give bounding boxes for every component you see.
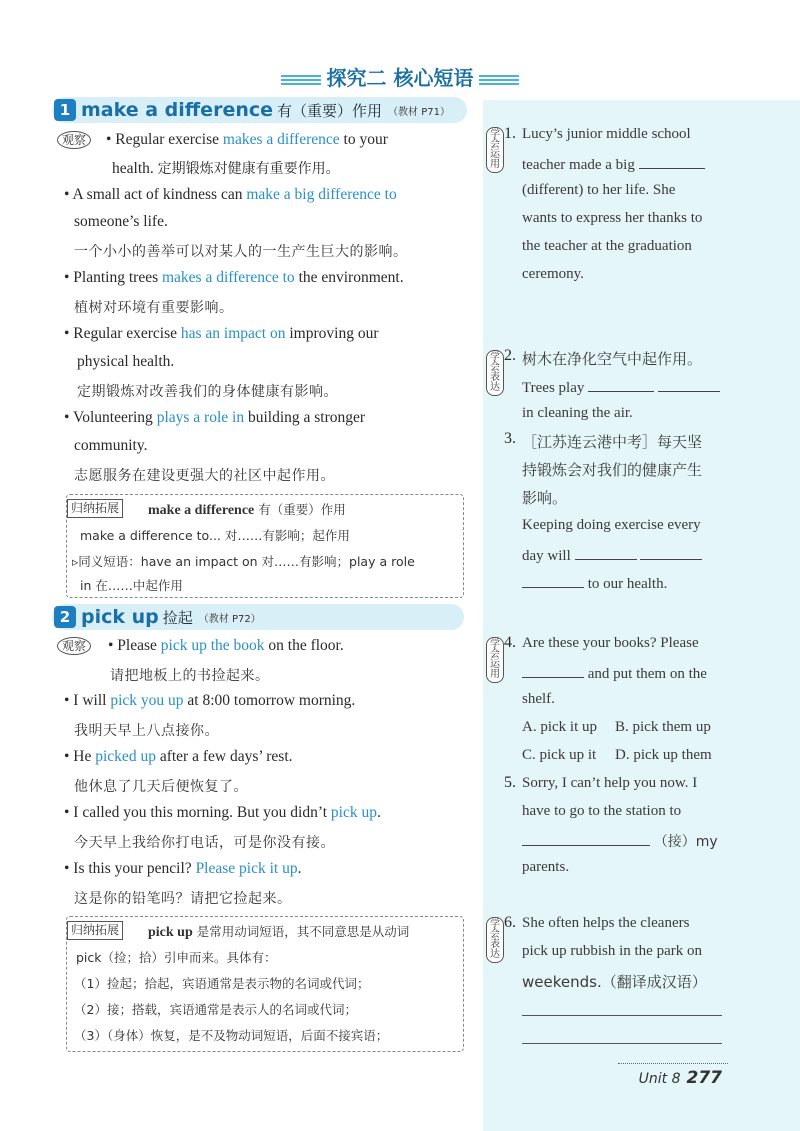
question-text: 树木在净化空气中起作用。	[522, 350, 703, 368]
question-text: shelf.	[522, 691, 555, 707]
example-sentence: • Volunteering plays a role in building a stronger	[64, 409, 366, 426]
example-sentence: • I will pick you up at 8:00 tomorrow morning.	[64, 692, 356, 709]
question-text: parents.	[522, 859, 570, 875]
section-2-header	[52, 604, 464, 630]
example-translation: 今天早上我给你打电话，可是你没有接。	[74, 835, 335, 851]
question-text: Trees play	[522, 377, 720, 397]
summary-line: ▹同义短语：have an impact on 对……有影响；play a role	[72, 554, 415, 569]
page-title	[0, 62, 800, 91]
example-sentence-cont: physical health.	[77, 353, 175, 370]
question-number: 2.	[504, 347, 516, 364]
footer-divider	[618, 1063, 728, 1064]
section-2-textbook-ref: （教材 P72）	[198, 613, 261, 625]
option-c[interactable]: C. pick up it	[522, 747, 597, 763]
answer-blank[interactable]	[639, 154, 705, 169]
question-text: 影响。	[522, 489, 568, 507]
example-sentence-cont: health. 定期锻炼对健康有重要作用。	[112, 160, 340, 177]
question-number: 3.	[504, 430, 516, 447]
answer-line[interactable]	[522, 1043, 722, 1044]
example-sentence-cont: community.	[74, 437, 148, 454]
question-text: Keeping doing exercise every	[522, 517, 701, 533]
question-text: have to go to the station to	[522, 803, 682, 819]
tag-learn-to-express: 学会表达	[486, 917, 504, 963]
page-title-text: 探究二 核心短语	[326, 66, 474, 90]
summary-line: （2）接；搭载，宾语通常是表示人的名词或代词；	[74, 1002, 357, 1017]
observe-badge: 观察	[57, 637, 91, 655]
question-text: the teacher at the graduation	[522, 238, 692, 254]
example-sentence-cont: someone’s life.	[74, 213, 168, 230]
question-number: 1.	[504, 125, 516, 142]
summary-line: （1）捡起；拾起，宾语通常是表示物的名词或代词；	[74, 976, 370, 991]
summary-line: pick（捡；拾）引申而来。具体有：	[76, 950, 277, 965]
question-number: 6.	[504, 914, 516, 931]
example-sentence: • Regular exercise has an impact on improving our	[64, 325, 379, 342]
option-b[interactable]: B. pick them up	[615, 719, 711, 735]
section-2-phrase: pick up	[81, 606, 159, 628]
question-text: to our health.	[522, 573, 667, 593]
example-sentence: • Regular exercise makes a difference to your	[106, 131, 388, 148]
question-text: Lucy’s junior middle school	[522, 126, 691, 142]
title-decoration-left	[281, 75, 321, 85]
question-text: ［江苏连云港中考］每天坚	[522, 433, 703, 451]
question-text: Sorry, I can’t help you now. I	[522, 775, 698, 791]
example-sentence: • He picked up after a few days’ rest.	[64, 748, 293, 765]
question-number: 5.	[504, 774, 516, 791]
question-text: wants to express her thanks to	[522, 210, 703, 226]
answer-blank[interactable]	[522, 831, 650, 846]
question-text: in cleaning the air.	[522, 405, 633, 421]
answer-blank[interactable]	[522, 663, 584, 678]
tag-learn-to-use: 学会运用	[486, 637, 504, 683]
answer-blank[interactable]	[575, 545, 637, 560]
answer-blank[interactable]	[640, 545, 702, 560]
observe-badge: 观察	[57, 131, 91, 149]
section-1-textbook-ref: （教材 P71）	[388, 106, 450, 118]
answer-blank[interactable]	[658, 377, 720, 392]
section-2-number: 2	[54, 606, 76, 628]
answer-line[interactable]	[522, 1015, 722, 1016]
question-text: (different) to her life. She	[522, 182, 676, 198]
tag-learn-to-use: 学会运用	[486, 127, 504, 173]
summary-label: 归纳拓展	[67, 499, 123, 518]
example-translation: 定期锻炼对改善我们的身体健康有影响。	[77, 384, 338, 400]
question-text: day will	[522, 545, 702, 565]
example-translation: 他休息了几天后便恢复了。	[74, 779, 248, 795]
section-1-phrase: make a difference	[81, 99, 274, 121]
summary-line: in 在……中起作用	[80, 578, 183, 593]
section-1-number: 1	[54, 99, 76, 121]
question-text: teacher made a big	[522, 154, 705, 174]
footer-unit: Unit 8	[638, 1071, 681, 1087]
example-translation: 我明天早上八点接你。	[74, 723, 219, 739]
question-text: She often helps the cleaners	[522, 915, 690, 931]
summary-line: make a difference to... 对……有影响；起作用	[80, 528, 350, 543]
title-decoration-right	[479, 75, 519, 85]
summary-heading: pick up 是常用动词短语，其不同意思是从动词	[148, 924, 410, 940]
summary-label: 归纳拓展	[67, 921, 123, 940]
question-text: weekends.（翻译成汉语）	[522, 973, 707, 991]
example-sentence: • I called you this morning. But you didn’t pick up.	[64, 804, 381, 821]
page-footer	[639, 1068, 722, 1088]
example-translation: 志愿服务在建设更强大的社区中起作用。	[74, 468, 335, 484]
summary-heading: make a difference 有（重要）作用	[148, 502, 346, 518]
section-1-header	[52, 97, 467, 123]
question-text: ceremony.	[522, 266, 584, 282]
example-sentence: • A small act of kindness can make a big difference to	[64, 186, 397, 203]
example-translation: 请把地板上的书捡起来。	[110, 668, 270, 684]
section-2-meaning: 捡起	[162, 608, 193, 627]
example-sentence: • Please pick up the book on the floor.	[108, 637, 344, 654]
example-sentence: • Planting trees makes a difference to the environment.	[64, 269, 404, 286]
question-text: （接）my	[522, 831, 718, 851]
question-text: Are these your books? Please	[522, 635, 699, 651]
section-1-meaning: 有（重要）作用	[277, 101, 383, 120]
option-a[interactable]: A. pick it up	[522, 719, 597, 735]
example-sentence: • Is this your pencil? Please pick it up.	[64, 860, 302, 877]
page-number: 277	[686, 1068, 722, 1088]
question-text: pick up rubbish in the park on	[522, 943, 702, 959]
answer-blank[interactable]	[588, 377, 654, 392]
answer-blank[interactable]	[522, 573, 584, 588]
example-translation: 植树对环境有重要影响。	[74, 300, 234, 316]
tag-learn-to-express: 学会表达	[486, 350, 504, 396]
example-translation: 这是你的铅笔吗？请把它捡起来。	[74, 891, 292, 907]
question-text: and put them on the	[522, 663, 707, 683]
option-d[interactable]: D. pick up them	[615, 747, 712, 763]
summary-line: （3）（身体）恢复，是不及物动词短语，后面不接宾语；	[74, 1028, 389, 1043]
question-number: 4.	[504, 634, 516, 651]
example-translation: 一个小小的善举可以对某人的一生产生巨大的影响。	[74, 244, 408, 260]
question-text: 持锻炼会对我们的健康产生	[522, 461, 703, 479]
